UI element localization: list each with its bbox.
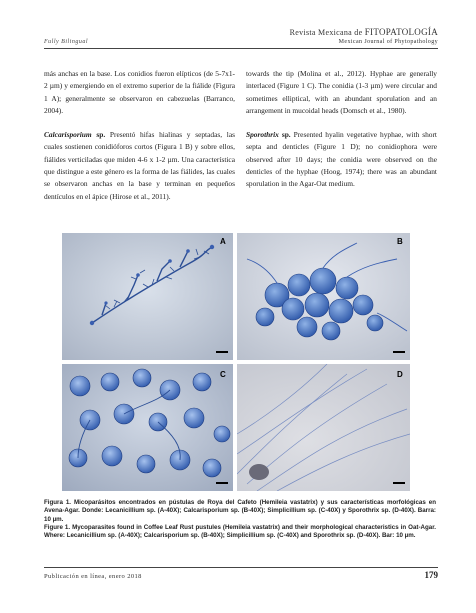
micrograph-c	[62, 364, 233, 491]
journal-title-es-prefix: Revista Mexicana de	[289, 28, 365, 37]
header-rule	[44, 48, 438, 49]
right-paragraph-2	[246, 129, 437, 190]
genus-calcarisporium: Calcarisporium	[44, 130, 92, 140]
micrograph-a	[62, 233, 233, 360]
left-paragraph-2	[44, 129, 235, 203]
caption-en-text: Mycoparasites found in Coffee Leaf Rust pustules (Hemileia vastatrix) and their morphological characteristics in Oat-Agar. Where: Lecanicillium sp. (A-40X); Calcarisporium sp. (B-40X); Simplicillium sp. (C-40X) and Sporothrix sp. (D-40X). Bar: 10 µm.	[44, 524, 436, 540]
running-head-right	[290, 27, 438, 45]
panel-label-c: C	[220, 370, 226, 379]
genus-sporothrix: Sporothrix	[246, 130, 279, 140]
scale-bar-a	[216, 351, 228, 353]
page-number: 179	[424, 570, 438, 580]
caption-en-label: Figure 1.	[44, 524, 71, 531]
panel-label-d: D	[397, 370, 403, 379]
figure-1	[62, 233, 410, 491]
scale-bar-b	[393, 351, 405, 353]
figure-caption-es	[44, 499, 436, 524]
footer-rule	[44, 567, 438, 568]
genus-sp-right: sp.	[278, 130, 291, 140]
micrograph-d	[237, 364, 410, 491]
genus-sp-left: sp.	[91, 130, 106, 140]
figure-caption-en	[44, 524, 436, 541]
left-paragraph-1: más anchas en la base. Los conidios fueron elípticos (de 5-7x1-2 µm) y emergiendo en el extremo superior de la fiálide (Figura 1 A); generalmente se observaron en cabezuelas (Barranco, 2004).	[44, 69, 235, 115]
running-head-left: Fully Bilingual	[44, 39, 88, 45]
caption-es-text: Micoparásitos encontrados en pústulas de Roya del Cafeto (Hemileia vastatrix) y sus características morfológicas en Avena-Agar. Donde: Lecanicillium sp. (A-40X); Calcarisporium sp. (B-40X); Simplicillium sp. (C-40X) y Sporothrix sp. (D-40X). Barra: 10 µm.	[44, 499, 436, 523]
journal-title-es	[290, 27, 438, 37]
scale-bar-d	[393, 482, 405, 484]
panel-label-a: A	[220, 237, 226, 246]
left-column	[44, 68, 235, 215]
journal-title-en: Mexican Journal of Phytopathology	[338, 39, 438, 45]
journal-title-es-main: FITOPATOLOGÍA	[364, 27, 438, 37]
micrograph-b	[237, 233, 410, 360]
right-column	[246, 68, 437, 203]
right-paragraph-2-body: Presented hyalin vegetative hyphae, with short septa and denticles (Figure 1 D); no conidiophora were observed after 10 days; the conidia were observed on the denticles of the hyphae (Hoog, 1974); there was an abundant sporulation in the Agar-Oat medium.	[246, 130, 437, 189]
scale-bar-c	[216, 482, 228, 484]
left-paragraph-2-body: Presentó hifas hialinas y septadas, las cuales sostienen conidióforos cortos (Figura 1 B) y sobre ellos, fiálides verticiladas que miden 4-6 x 1-2 µm. Una característica que distingue a este género es la forma de las fiálides, las cuales se observaron anchas en la base y terminan en pequeños dentículos en el ápice (Hirose et al., 2011).	[44, 130, 235, 201]
panel-label-b: B	[397, 237, 403, 246]
footer-publication-date: Publicación en línea, enero 2018	[44, 573, 142, 580]
right-paragraph-1: towards the tip (Molina et al., 2012). Hyphae are generally interlaced (Figure 1 C). The conidia (1-3 µm) were circular and sometimes elliptical, with an abundant sporulation and an arrangement in mucoidal heads (Domsch et al., 1980).	[246, 69, 437, 115]
caption-es-label: Figura 1.	[44, 499, 72, 506]
